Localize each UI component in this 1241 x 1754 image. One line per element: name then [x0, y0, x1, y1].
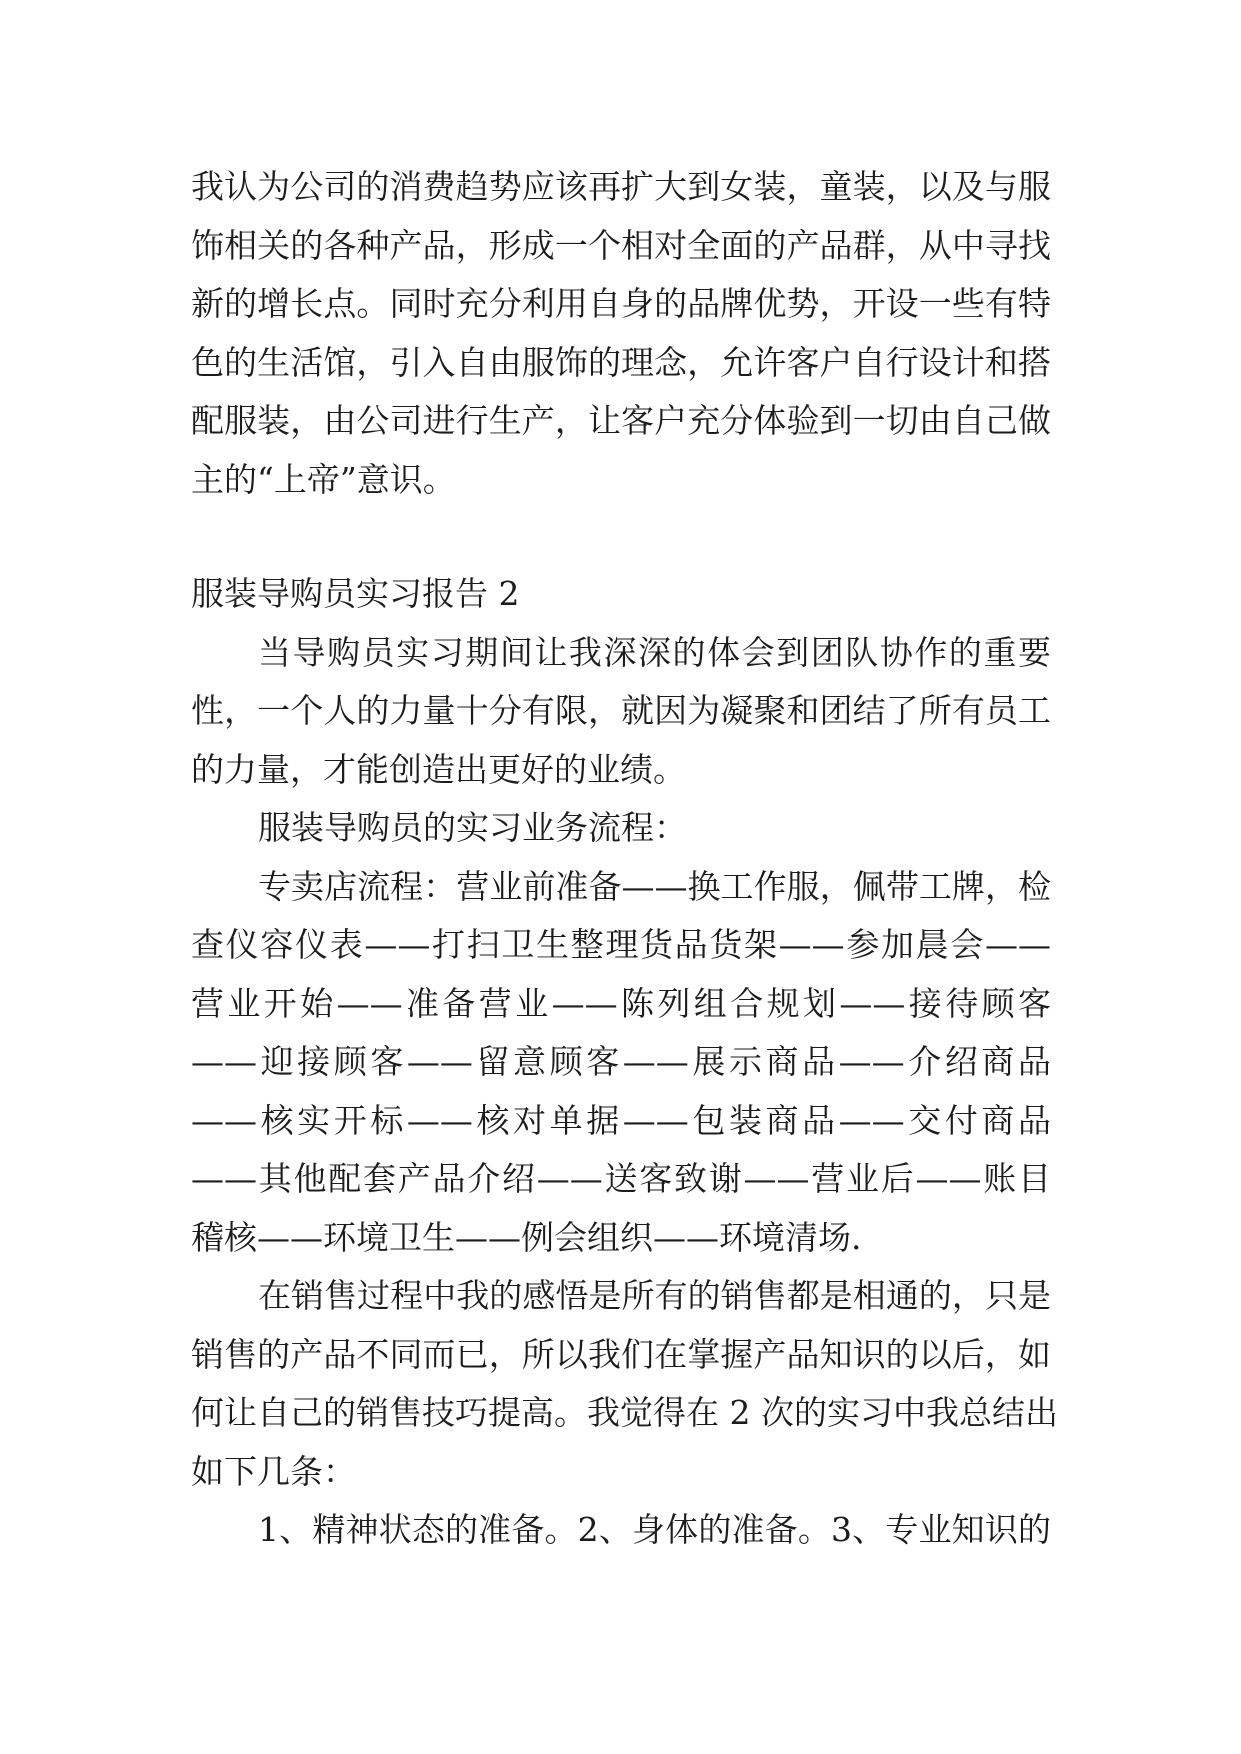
- paragraph-2-line-3: 的力量，才能创造出更好的业绩。: [191, 750, 686, 789]
- paragraph-3-line-1: 服装导购员的实习业务流程：: [258, 808, 687, 847]
- paragraph-5-line-2: 销售的产品不同而已，所以我们在掌握产品知识的以后，如: [191, 1335, 1051, 1374]
- paragraph-1-line-2: 饰相关的各种产品，形成一个相对全面的产品群，从中寻找: [191, 226, 1051, 265]
- paragraph-4-line-5: ——核实开标——核对单据——包装商品——交付商品: [191, 1101, 1051, 1140]
- paragraph-2-line-2: 性，一个人的力量十分有限，就因为凝聚和团结了所有员工: [191, 691, 1051, 730]
- paragraph-4-line-4: ——迎接顾客——留意顾客——展示商品——介绍商品: [191, 1042, 1051, 1081]
- paragraph-4-line-7: 稽核——环境卫生——例会组织——环境清场.: [191, 1218, 862, 1257]
- paragraph-2-line-1: 当导购员实习期间让我深深的体会到团队协作的重要: [258, 633, 1051, 672]
- paragraph-5-line-3: 何让自己的销售技巧提高。我觉得在 2 次的实习中我总结出: [191, 1393, 1058, 1432]
- paragraph-1-line-3: 新的增长点。同时充分利用自身的品牌优势，开设一些有特: [191, 284, 1051, 323]
- paragraph-1-line-6: 主的“上帝”意识。: [191, 460, 456, 499]
- paragraph-4-line-2: 查仪容仪表——打扫卫生整理货品货架——参加晨会——: [191, 925, 1051, 964]
- paragraph-4-line-3: 营业开始——准备营业——陈列组合规划——接待顾客: [191, 984, 1051, 1023]
- section-title: 服装导购员实习报告 2: [191, 574, 520, 613]
- paragraph-5-line-1: 在销售过程中我的感悟是所有的销售都是相通的，只是: [258, 1276, 1051, 1315]
- paragraph-1-line-1: 我认为公司的消费趋势应该再扩大到女装，童装，以及与服: [191, 167, 1051, 206]
- paragraph-4-line-6: ——其他配套产品介绍——送客致谢——营业后——账目: [191, 1159, 1051, 1198]
- paragraph-4-line-1: 专卖店流程：营业前准备——换工作服，佩带工牌，检: [258, 867, 1051, 906]
- paragraph-6-line-1: 1、精神状态的准备。2、身体的准备。3、专业知识的: [258, 1510, 1051, 1549]
- paragraph-1-line-5: 配服装，由公司进行生产，让客户充分体验到一切由自己做: [191, 401, 1051, 440]
- paragraph-5-line-4: 如下几条：: [191, 1452, 356, 1491]
- paragraph-1-line-4: 色的生活馆，引入自由服饰的理念，允许客户自行设计和搭: [191, 343, 1051, 382]
